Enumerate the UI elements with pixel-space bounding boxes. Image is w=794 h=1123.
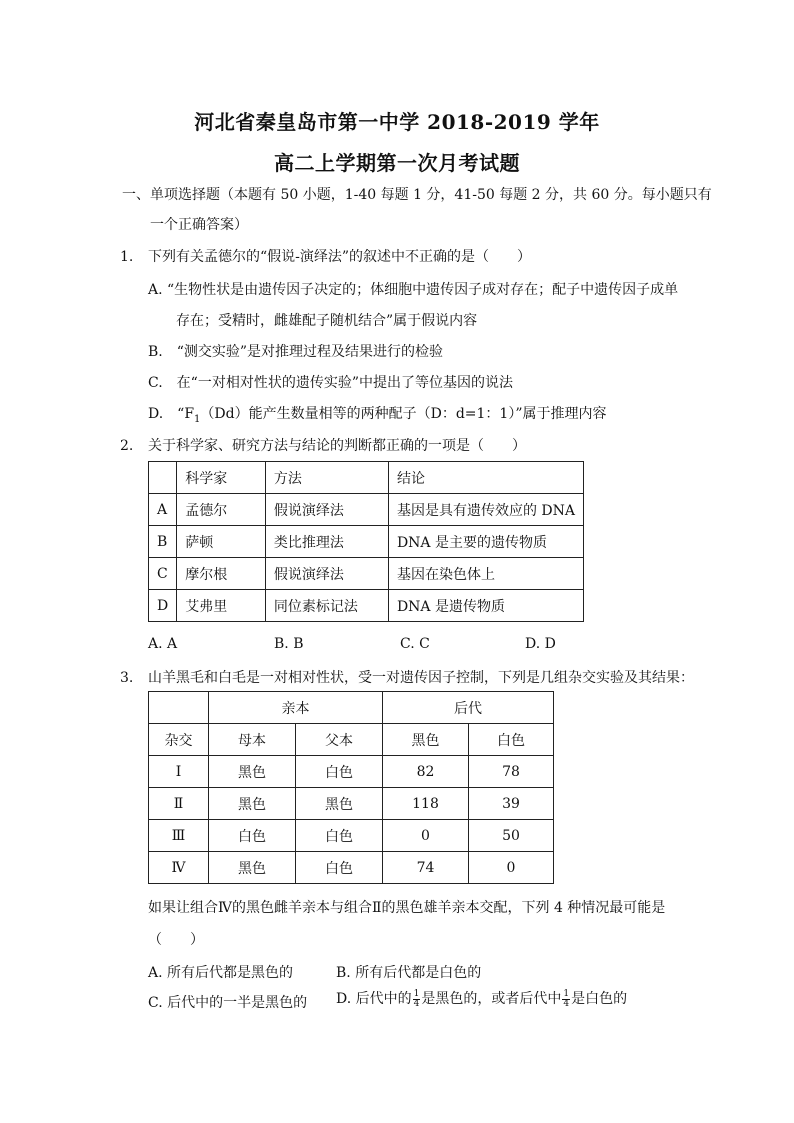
table-cell: Ⅰ bbox=[149, 756, 209, 788]
q3-option-d-part3: 是白色的 bbox=[571, 991, 628, 1007]
table-row bbox=[149, 526, 584, 558]
table-cell: 基因是具有遗传效应的 DNA bbox=[388, 494, 583, 526]
table-header-row bbox=[149, 462, 584, 494]
question-number: 2. bbox=[120, 438, 134, 454]
table-row bbox=[149, 494, 584, 526]
table-cell: Ⅱ bbox=[149, 788, 209, 820]
table-cell: B bbox=[149, 526, 177, 558]
table-row bbox=[149, 820, 554, 852]
fraction-denominator: 4 bbox=[563, 998, 570, 1009]
table-cell: 白色 bbox=[469, 724, 554, 756]
table-row bbox=[149, 558, 584, 590]
table-cell: 黑色 bbox=[209, 852, 296, 884]
q2-option-d: D. D bbox=[525, 636, 556, 652]
q1-option-d-text: （Dd）能产生数量相等的两种配子（D：d=1：1）”属于推理内容 bbox=[200, 406, 607, 422]
q3-answer-paren: （ ） bbox=[148, 932, 204, 948]
question-2-stem bbox=[120, 436, 526, 456]
table-cell: 白色 bbox=[296, 820, 383, 852]
fraction-denominator: 4 bbox=[413, 998, 420, 1009]
table-cell: 母本 bbox=[209, 724, 296, 756]
table-cell: 0 bbox=[383, 820, 469, 852]
question-1-stem bbox=[120, 247, 531, 267]
table-cell: 白色 bbox=[209, 820, 296, 852]
table-cell: 82 bbox=[383, 756, 469, 788]
table-cell-empty bbox=[149, 692, 209, 724]
table-group-header-offspring: 后代 bbox=[383, 692, 554, 724]
table-cell: 类比推理法 bbox=[265, 526, 388, 558]
table-group-header-row bbox=[149, 692, 554, 724]
table-cell: C bbox=[149, 558, 177, 590]
q2-option-a: A. A bbox=[148, 636, 178, 652]
table-cell: 118 bbox=[383, 788, 469, 820]
table-cell: 假说演绎法 bbox=[265, 494, 388, 526]
table-group-header-parents: 亲本 bbox=[209, 692, 383, 724]
table-cell: 黑色 bbox=[209, 756, 296, 788]
table-cell: 78 bbox=[469, 756, 554, 788]
exam-title-line1: 河北省秦皇岛市第一中学 2018-2019 学年 bbox=[194, 110, 600, 134]
table-cell: 父本 bbox=[296, 724, 383, 756]
table-cell: 摩尔根 bbox=[177, 558, 266, 590]
q3-option-c: C. 后代中的一半是黑色的 bbox=[148, 995, 308, 1011]
table-cell: 萨顿 bbox=[177, 526, 266, 558]
table-cell: DNA 是主要的遗传物质 bbox=[388, 526, 583, 558]
table-cell: 假说演绎法 bbox=[265, 558, 388, 590]
question-text: 山羊黑毛和白毛是一对相对性状，受一对遗传因子控制，下列是几组杂交实验及其结果： bbox=[148, 670, 694, 686]
question-number: 3. bbox=[120, 670, 134, 686]
table-cell: 黑色 bbox=[383, 724, 469, 756]
table-row bbox=[149, 590, 584, 622]
q1-option-d bbox=[148, 404, 607, 430]
table-cell: 科学家 bbox=[177, 462, 266, 494]
table-cell: 白色 bbox=[296, 852, 383, 884]
q2-option-c: C. C bbox=[400, 636, 430, 652]
table-cell: 50 bbox=[469, 820, 554, 852]
table-row bbox=[149, 756, 554, 788]
question-number: 1. bbox=[120, 249, 134, 265]
table-cell: 艾弗里 bbox=[177, 590, 266, 622]
table-cell: 白色 bbox=[296, 756, 383, 788]
table-cell: 黑色 bbox=[209, 788, 296, 820]
fraction-one-quarter bbox=[413, 990, 421, 1009]
table-cell: 39 bbox=[469, 788, 554, 820]
table-cell: A bbox=[149, 494, 177, 526]
q1-option-a-line2: 存在；受精时，雌雄配子随机结合”属于假说内容 bbox=[176, 313, 478, 329]
question-3-stem bbox=[120, 668, 694, 688]
q3-question: 如果让组合Ⅳ的黑色雌羊亲本与组合Ⅱ的黑色雄羊亲本交配，下列 4 种情况最可能是 bbox=[148, 900, 666, 916]
table-cell: 同位素标记法 bbox=[265, 590, 388, 622]
table-cell: 黑色 bbox=[296, 788, 383, 820]
table-cell: 孟德尔 bbox=[177, 494, 266, 526]
question-text: 下列有关孟德尔的“假说-演绎法”的叙述中不正确的是（ ） bbox=[148, 249, 532, 265]
table-cell bbox=[149, 462, 177, 494]
fraction-numerator: 1 bbox=[413, 988, 420, 999]
table-cell: 方法 bbox=[265, 462, 388, 494]
q3-option-d-part2: 是黑色的，或者后代中 bbox=[421, 991, 562, 1007]
q1-option-a-line1: A. “生物性状是由遗传因子决定的；体细胞中遗传因子成对存在；配子中遗传因子成单 bbox=[148, 282, 679, 298]
question-text: 关于科学家、研究方法与结论的判断都正确的一项是（ ） bbox=[148, 438, 526, 454]
q3-option-b: B. 所有后代都是白色的 bbox=[336, 965, 482, 981]
table-cell: 0 bbox=[469, 852, 554, 884]
q3-option-a: A. 所有后代都是黑色的 bbox=[148, 965, 294, 981]
q3-option-d bbox=[336, 988, 627, 1009]
table-row bbox=[149, 788, 554, 820]
table-cell: 杂交 bbox=[149, 724, 209, 756]
q1-option-d-prefix: D. “F bbox=[148, 406, 195, 422]
q1-option-d-subscript: 1 bbox=[194, 413, 201, 425]
fraction-numerator: 1 bbox=[563, 988, 570, 999]
section-heading-continued: 一个正确答案） bbox=[150, 217, 248, 233]
q1-option-b: B. “测交实验”是对推理过程及结果进行的检验 bbox=[148, 344, 444, 360]
table-header-row bbox=[149, 724, 554, 756]
table-cell: D bbox=[149, 590, 177, 622]
table-cell: 74 bbox=[383, 852, 469, 884]
table-cell: 结论 bbox=[388, 462, 583, 494]
q3-option-d-part1: D. 后代中的 bbox=[336, 991, 412, 1007]
table-cell: 基因在染色体上 bbox=[388, 558, 583, 590]
q2-option-b: B. B bbox=[274, 636, 304, 652]
q3-table bbox=[148, 691, 554, 884]
table-cell: Ⅳ bbox=[149, 852, 209, 884]
section-heading: 一、单项选择题（本题有 50 小题，1-40 每题 1 分，41-50 每题 2 分，共 60 分。每小题只有 bbox=[122, 187, 712, 203]
table-row bbox=[149, 852, 554, 884]
table-cell: DNA 是遗传物质 bbox=[388, 590, 583, 622]
q1-option-c: C. 在“一对相对性状的遗传实验”中提出了等位基因的说法 bbox=[148, 375, 513, 391]
fraction-one-quarter bbox=[562, 990, 570, 1009]
q2-table bbox=[148, 461, 584, 622]
table-cell: Ⅲ bbox=[149, 820, 209, 852]
exam-title-line2: 高二上学期第一次月考试题 bbox=[274, 151, 520, 175]
